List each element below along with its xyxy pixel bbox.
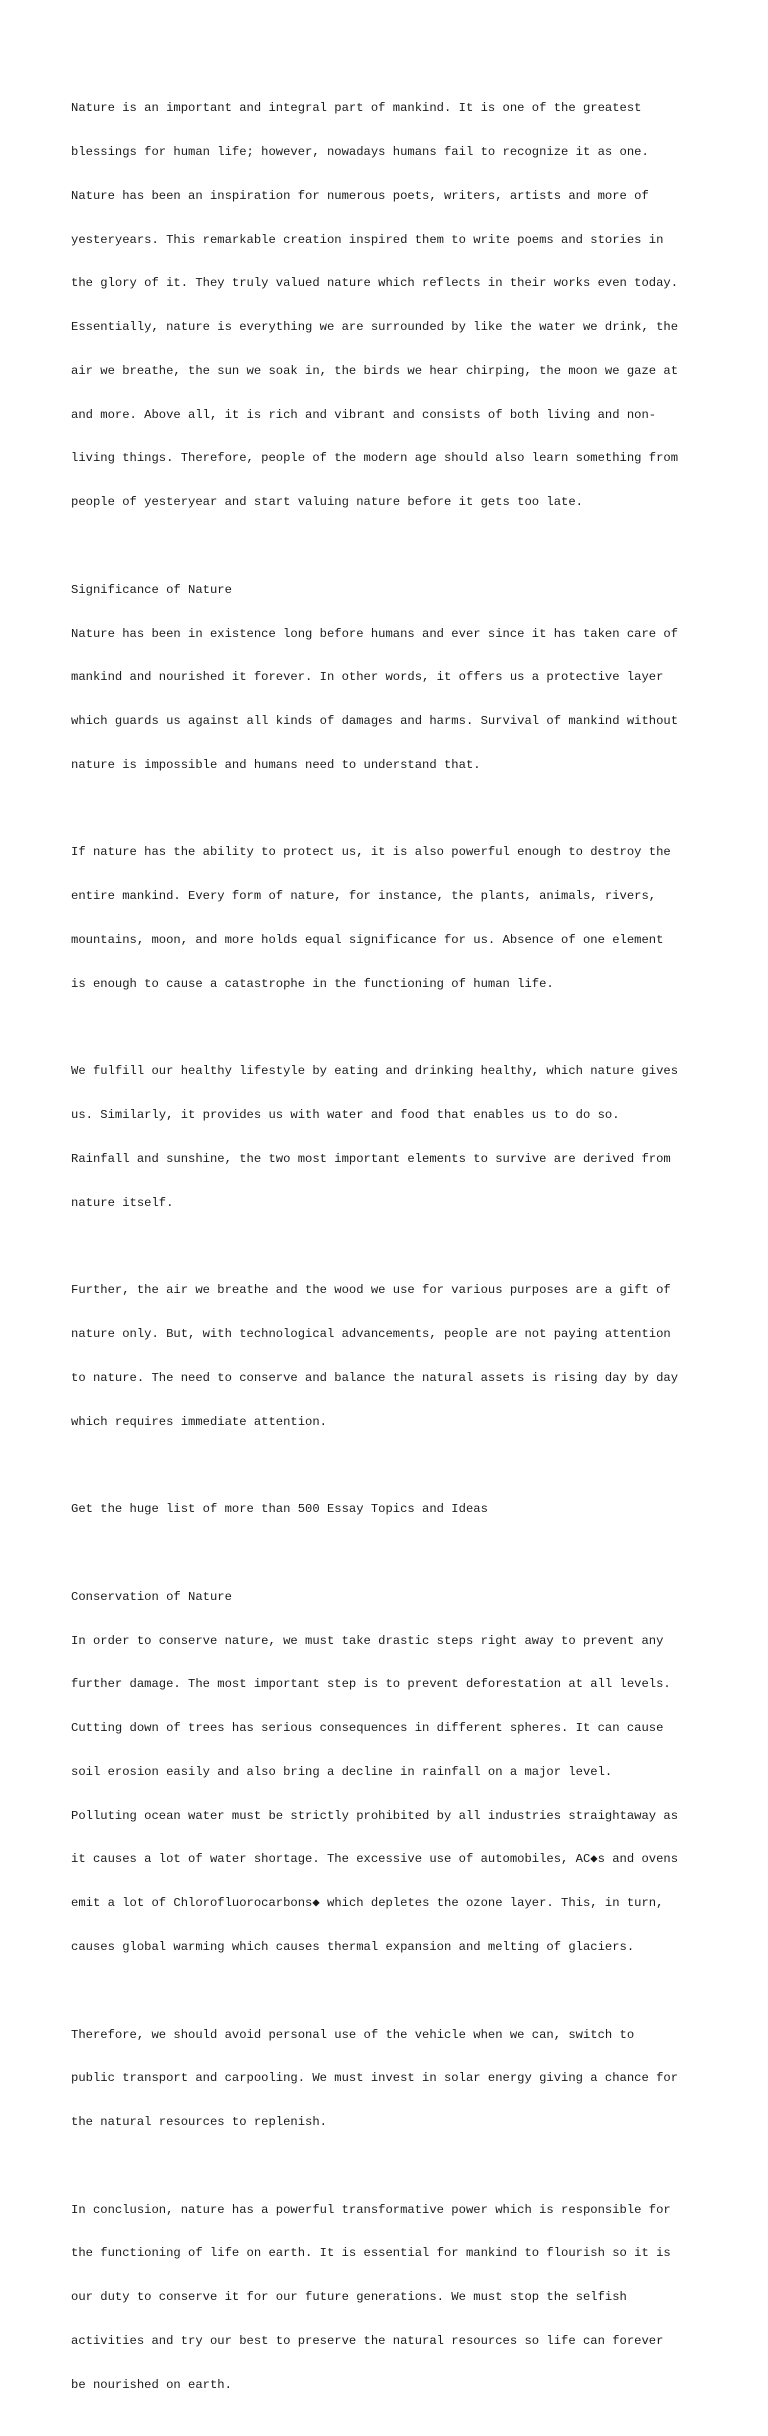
- text-line: Nature has been in existence long before humans and ever since it has taken care of: [71, 626, 679, 641]
- text-line: emit a lot of Chlorofluorocarbons◆ which depletes the ozone layer. This, in turn,: [71, 1896, 664, 1911]
- text-line: the glory of it. They truly valued nature which reflects in their works even today.: [71, 276, 679, 291]
- text-line: blessings for human life; however, nowadays humans fail to recognize it as one.: [71, 144, 649, 159]
- text-line: it causes a lot of water shortage. The excessive use of automobiles, AC◆s and ovens: [71, 1852, 679, 1867]
- paragraph-conservation: [71, 1561, 711, 1984]
- text-line: If nature has the ability to protect us, it is also powerful enough to destroy the: [71, 845, 671, 860]
- paragraph-significance: [71, 554, 711, 802]
- text-line: In order to conserve nature, we must take drastic steps right away to prevent any: [71, 1633, 664, 1648]
- text-line: nature itself.: [71, 1195, 174, 1210]
- text-line: Essentially, nature is everything we are surrounded by like the water we drink, the: [71, 320, 679, 335]
- document-page: [71, 72, 711, 2436]
- text-line: the natural resources to replenish.: [71, 2115, 327, 2130]
- text-line: mankind and nourished it forever. In other words, it offers us a protective layer: [71, 670, 664, 685]
- text-line: which requires immediate attention.: [71, 1414, 327, 1429]
- text-line: us. Similarly, it provides us with water and food that enables us to do so.: [71, 1108, 620, 1123]
- text-line: further damage. The most important step is to prevent deforestation at all levels.: [71, 1677, 671, 1692]
- text-line: Nature has been an inspiration for numerous poets, writers, artists and more of: [71, 188, 649, 203]
- text-line: Polluting ocean water must be strictly prohibited by all industries straightaway as: [71, 1808, 679, 1823]
- text-line: nature only. But, with technological advancements, people are not paying attention: [71, 1327, 671, 1342]
- text-line: be nourished on earth.: [71, 2377, 232, 2392]
- text-line: which guards us against all kinds of damages and harms. Survival of mankind without: [71, 714, 679, 729]
- text-line: causes global warming which causes thermal expansion and melting of glaciers.: [71, 1940, 635, 1954]
- paragraph-transport: [71, 1998, 711, 2159]
- paragraph-lifestyle: [71, 1035, 711, 1239]
- text-line: Cutting down of trees has serious consequences in different spheres. It can cause: [71, 1721, 664, 1736]
- text-line: and more. Above all, it is rich and vibrant and consists of both living and non-: [71, 407, 657, 422]
- text-line: the functioning of life on earth. It is essential for mankind to flourish so it is: [71, 2246, 671, 2261]
- text-line: activities and try our best to preserve the natural resources so life can forever: [71, 2334, 664, 2349]
- text-line: public transport and carpooling. We must invest in solar energy giving a chance for: [71, 2071, 679, 2086]
- text-line: In conclusion, nature has a powerful transformative power which is responsible for: [71, 2202, 671, 2217]
- text-line: Therefore, we should avoid personal use of the vehicle when we can, switch to: [71, 2027, 635, 2042]
- text-line: people of yesteryear and start valuing nature before it gets too late.: [71, 495, 583, 510]
- paragraph-essay-topics: [71, 1473, 711, 1546]
- text-line: entire mankind. Every form of nature, for instance, the plants, animals, rivers,: [71, 889, 657, 904]
- text-line: Get the huge list of more than 500 Essay Topics and Ideas: [71, 1502, 488, 1517]
- section-heading: Conservation of Nature: [71, 1589, 232, 1604]
- text-line: soil erosion easily and also bring a decline in rainfall on a major level.: [71, 1764, 613, 1779]
- text-line: mountains, moon, and more holds equal significance for us. Absence of one element: [71, 933, 664, 948]
- paragraph-conclusion: [71, 2174, 711, 2422]
- text-line: We fulfill our healthy lifestyle by eating and drinking healthy, which nature gives: [71, 1064, 679, 1079]
- text-line: Rainfall and sunshine, the two most important elements to survive are derived from: [71, 1151, 671, 1166]
- section-heading: Significance of Nature: [71, 582, 232, 597]
- text-line: to nature. The need to conserve and balance the natural assets is rising day by day: [71, 1370, 679, 1385]
- paragraph-air-wood: [71, 1254, 711, 1458]
- text-line: yesteryears. This remarkable creation inspired them to write poems and stories in: [71, 232, 664, 247]
- text-line: nature is impossible and humans need to understand that.: [71, 757, 481, 772]
- text-line: our duty to conserve it for our future generations. We must stop the selfish: [71, 2290, 627, 2305]
- text-line: living things. Therefore, people of the modern age should also learn something from: [71, 451, 679, 466]
- text-line: Nature is an important and integral part of mankind. It is one of the greatest: [71, 101, 642, 116]
- text-line: is enough to cause a catastrophe in the functioning of human life.: [71, 976, 554, 991]
- paragraph-protect: [71, 816, 711, 1020]
- text-line: air we breathe, the sun we soak in, the birds we hear chirping, the moon we gaze at: [71, 363, 679, 378]
- text-line: Further, the air we breathe and the wood we use for various purposes are a gift of: [71, 1283, 671, 1298]
- paragraph-intro: [71, 72, 711, 539]
